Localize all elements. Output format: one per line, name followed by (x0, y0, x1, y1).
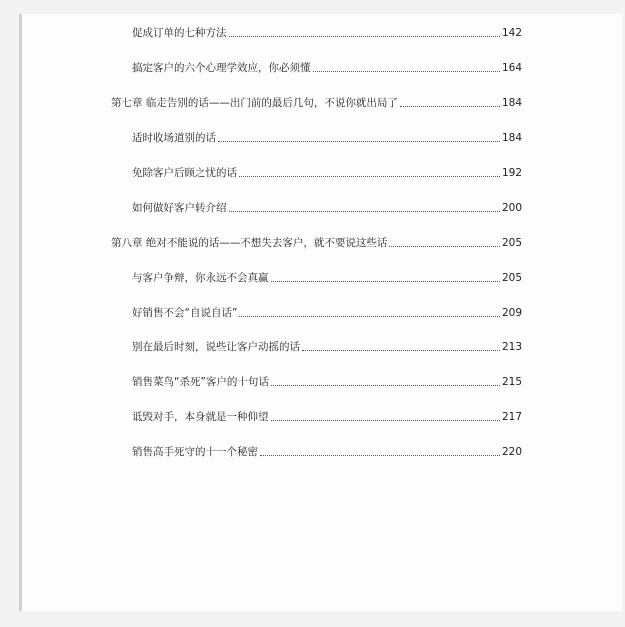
toc-entry-page: 220 (502, 446, 523, 458)
toc-entry (22, 195, 622, 215)
toc-entry-page: 217 (502, 411, 523, 423)
dot-leader (302, 350, 500, 351)
toc-entry (22, 125, 622, 145)
toc-entry (22, 20, 622, 40)
dot-leader (389, 246, 500, 247)
toc-entry (22, 334, 622, 354)
toc-entry-page: 213 (502, 341, 523, 353)
toc-entry-page: 184 (502, 97, 523, 109)
toc-entry (22, 160, 622, 180)
toc-entry-title: 销售菜鸟“杀死”客户的十句话 (132, 376, 269, 388)
dot-leader (260, 455, 500, 456)
toc-chapter-entry (22, 90, 622, 110)
toc-entry (22, 265, 622, 285)
toc-entry-page: 164 (502, 62, 523, 74)
dot-leader (313, 71, 501, 72)
toc-entry-page: 205 (502, 272, 523, 284)
toc-entry-page: 142 (502, 27, 523, 39)
toc-entry-title: 第七章 临走告别的话——出门前的最后几句，不说你就出局了 (111, 97, 398, 109)
toc-entry (22, 300, 622, 320)
toc-entry-title: 诋毁对手，本身就是一种仰望 (132, 411, 269, 423)
dot-leader (218, 141, 500, 142)
toc-entry-title: 如何做好客户转介绍 (132, 202, 227, 214)
toc-entry (22, 369, 622, 389)
dot-leader (271, 385, 500, 386)
toc-entry-page: 205 (502, 237, 523, 249)
toc-entry (22, 404, 622, 424)
table-of-contents (22, 14, 622, 611)
dot-leader (400, 106, 500, 107)
toc-entry-page: 209 (502, 307, 523, 319)
dot-leader (271, 420, 501, 421)
toc-entry (22, 55, 622, 75)
toc-entry-title: 适时收场道别的话 (132, 132, 216, 144)
toc-chapter-entry (22, 230, 622, 250)
toc-entry (22, 439, 622, 459)
dot-leader (271, 281, 501, 282)
toc-entry-title: 销售高手死守的十一个秘密 (132, 446, 258, 458)
toc-entry-page: 215 (502, 376, 523, 388)
dot-leader (229, 36, 501, 37)
toc-entry-title: 好销售不会“自说自话” (132, 307, 238, 319)
toc-entry-page: 200 (502, 202, 523, 214)
toc-entry-title: 促成订单的七种方法 (132, 27, 227, 39)
toc-entry-title: 搞定客户的六个心理学效应，你必须懂 (132, 62, 311, 74)
toc-entry-page: 192 (502, 167, 523, 179)
toc-entry-page: 184 (502, 132, 523, 144)
dot-leader (229, 211, 501, 212)
dot-leader (239, 316, 500, 317)
toc-entry-title: 第八章 绝对不能说的话——不想失去客户，就不要说这些话 (111, 237, 388, 249)
toc-entry-title: 与客户争辩，你永远不会真赢 (132, 272, 269, 284)
document-page (19, 14, 622, 611)
toc-entry-title: 免除客户后顾之忧的话 (132, 167, 237, 179)
toc-entry-title: 别在最后时刻，说些让客户动摇的话 (132, 341, 300, 353)
dot-leader (239, 176, 500, 177)
